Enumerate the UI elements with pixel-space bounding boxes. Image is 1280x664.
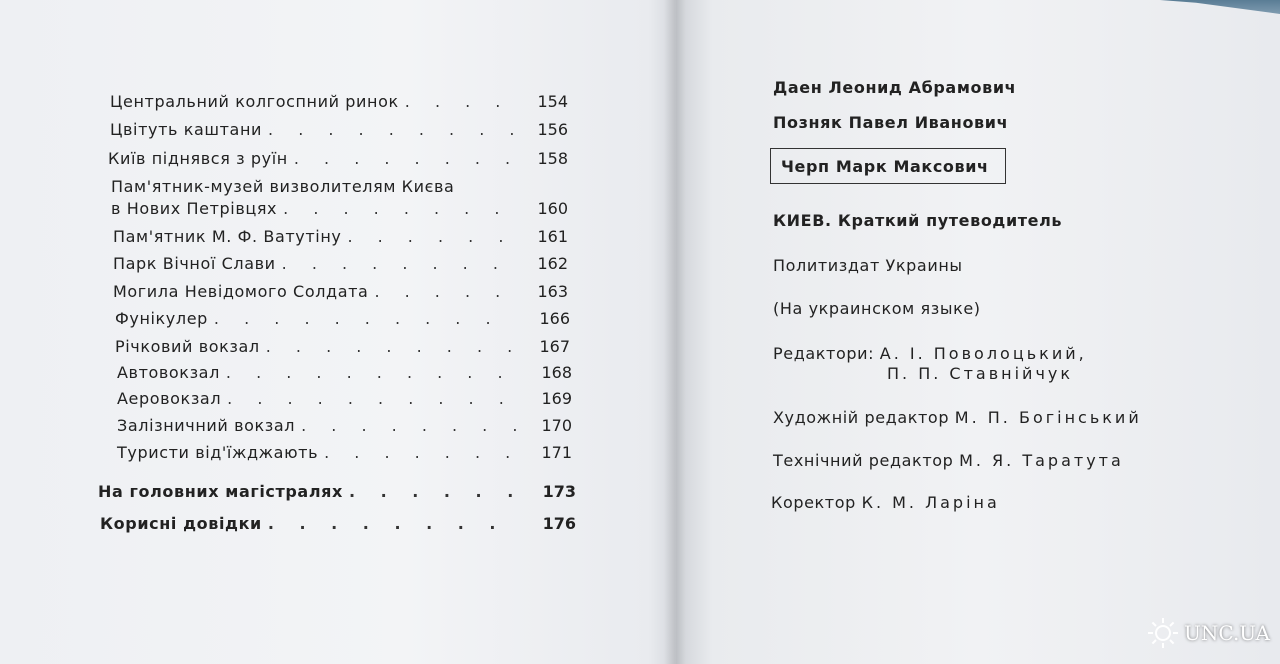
toc-entry-page: 170 — [541, 416, 572, 435]
toc-entry-title-line1: Пам'ятник-музей визволителям Києва — [111, 177, 455, 196]
editors-label: Редактори: — [773, 344, 875, 363]
toc-entry — [108, 149, 568, 168]
toc-entry — [115, 337, 570, 356]
leader-dots — [226, 363, 518, 382]
editor-name: А. І. Поволоцький, — [879, 344, 1087, 363]
toc-entry-page: 162 — [537, 254, 568, 273]
art-editor-line — [773, 408, 1142, 427]
author-name: Позняк Павел Иванович — [773, 113, 1009, 132]
language-note: (На украинском языке) — [773, 299, 981, 318]
toc-entry — [110, 120, 568, 139]
leader-dots — [268, 120, 514, 139]
toc-section-title: На головних магістралях — [98, 482, 343, 501]
toc-entry — [113, 282, 568, 301]
toc-entry-title: Фунікулер — [115, 309, 208, 328]
sun-logo-icon — [1146, 616, 1180, 650]
proofreader-line — [771, 493, 1000, 512]
toc-entry-page: 166 — [539, 309, 570, 328]
book-title: КИЕВ. Краткий путеводитель — [773, 211, 1063, 230]
toc-entry-title: Центральний колгоспний ринок — [110, 92, 399, 111]
leader-dots — [294, 149, 514, 168]
toc-entry-page: 168 — [541, 363, 572, 382]
leader-dots — [227, 389, 518, 408]
toc-entry-title-line2: в Нових Петрівцях — [111, 199, 278, 218]
toc-entry — [115, 309, 570, 328]
toc-entry — [117, 389, 572, 408]
toc-entry-page: 171 — [541, 443, 572, 462]
toc-section — [100, 514, 576, 533]
toc-entry-page: 163 — [537, 282, 568, 301]
toc-section-page: 173 — [542, 482, 576, 501]
leader-dots — [214, 309, 516, 328]
leader-dots — [374, 282, 514, 301]
toc-entry — [117, 416, 572, 435]
toc-entry-title: Туристи від'їжджають — [117, 443, 319, 462]
toc-section-title: Корисні довідки — [100, 514, 262, 533]
toc-entry-page: 161 — [537, 227, 568, 246]
toc-entry-title: Пам'ятник М. Ф. Ватутіну — [113, 227, 342, 246]
author-name: Черп Марк Максович — [781, 157, 989, 176]
toc-entry-title: Автовокзал — [117, 363, 220, 382]
leader-dots — [266, 337, 516, 356]
toc-entry-title: Річковий вокзал — [115, 337, 260, 356]
leader-dots — [268, 514, 522, 533]
leader-dots — [349, 482, 522, 501]
toc-entry-page: 167 — [539, 337, 570, 356]
right-page — [676, 0, 1280, 664]
toc-entry-title: Цвітуть каштани — [110, 120, 263, 139]
leader-dots — [301, 416, 518, 435]
book-gutter — [664, 0, 686, 664]
toc-entry — [117, 443, 572, 462]
publisher: Политиздат Украины — [773, 256, 963, 275]
leader-dots — [283, 199, 514, 218]
tech-editor-label: Технічний редактор — [773, 451, 954, 470]
leader-dots — [405, 92, 514, 111]
tech-editor-name: М. Я. Таратута — [959, 451, 1124, 470]
tech-editor-line — [773, 451, 1124, 470]
leader-dots — [282, 254, 514, 273]
toc-entry-page: 160 — [537, 199, 568, 218]
toc-entry — [113, 254, 568, 273]
editor-name: П. П. Ставнійчук — [887, 364, 1074, 383]
toc-entry-page: 156 — [537, 120, 568, 139]
toc-entry-title: Аеровокзал — [117, 389, 222, 408]
editors-line — [773, 344, 1087, 363]
watermark-text: UNC.UA — [1184, 621, 1270, 645]
toc-entry — [111, 199, 568, 218]
toc-entry-page: 158 — [537, 149, 568, 168]
toc-entry — [110, 92, 568, 111]
toc-entry-title: Залізничний вокзал — [117, 416, 296, 435]
author-name: Даен Леонид Абрамович — [773, 78, 1017, 97]
leader-dots — [347, 227, 514, 246]
toc-entry-title: Київ піднявся з руїн — [108, 149, 288, 168]
proofreader-label: Коректор — [771, 493, 856, 512]
proofreader-name: К. М. Ларіна — [861, 493, 1000, 512]
toc-entry-page: 154 — [537, 92, 568, 111]
toc-section — [98, 482, 576, 501]
toc-entry-page: 169 — [541, 389, 572, 408]
toc-entry-title: Могила Невідомого Солдата — [113, 282, 369, 301]
toc-entry — [113, 227, 568, 246]
art-editor-label: Художній редактор — [773, 408, 950, 427]
leader-dots — [324, 443, 518, 462]
toc-entry — [117, 363, 572, 382]
toc-entry-title: Парк Вічної Слави — [113, 254, 276, 273]
watermark — [1146, 616, 1270, 650]
toc-section-page: 176 — [542, 514, 576, 533]
art-editor-name: М. П. Богінський — [954, 408, 1142, 427]
